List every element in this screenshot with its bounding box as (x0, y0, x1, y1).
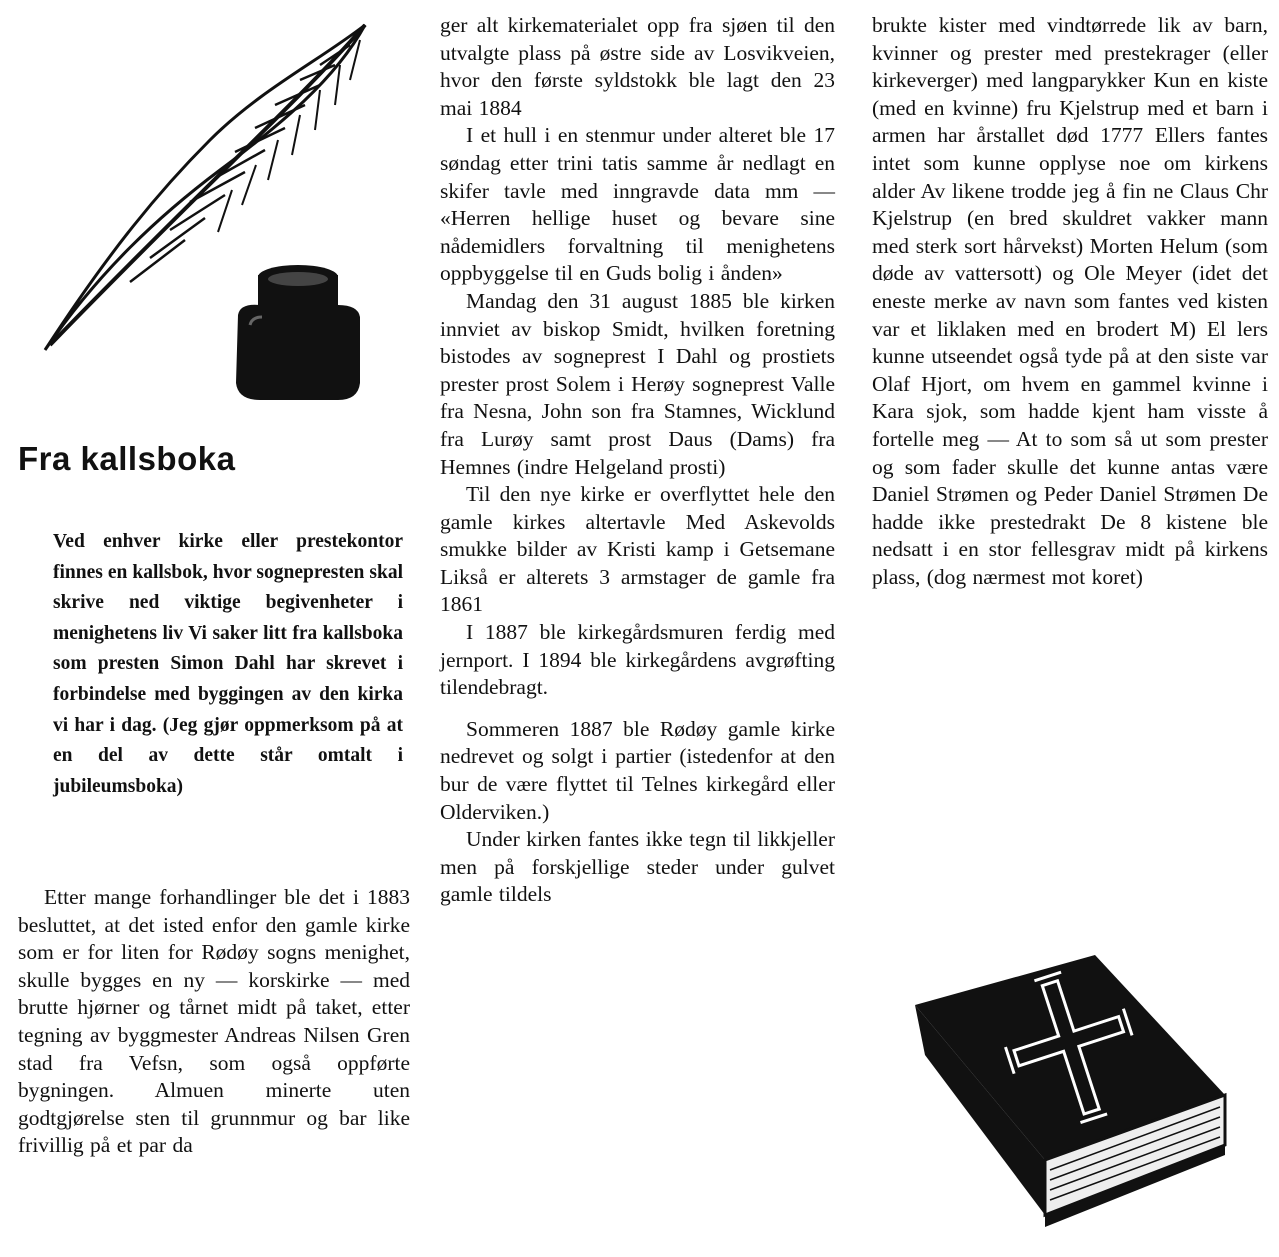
paragraph: ger alt kirkematerialet opp fra sjøen til den utvalgte plass på østre side av Losvikveien, hvor den første syldstokk ble lagt den 23 mai 1884 (440, 13, 835, 120)
article-title: Fra kallsboka (18, 440, 236, 477)
paragraph: I 1887 ble kirkegårdsmuren ferdig med jernport. I 1894 ble kirkegårdens avgrøfting tilendebragt. (440, 620, 835, 700)
column-1-body (18, 884, 410, 1160)
article-intro: Ved enhver kirke eller prestekontor finnes en kallsbok, hvor sognepresten skal skrive ned viktige begivenheter i menighetens liv Vi saker litt fra kallsboka som presten Simon Dahl har skrevet i forbindelse med byggingen av den kirka vi har i dag. (Jeg gjør oppmerksom på at en del av dette står omtalt i jubileumsboka) (53, 531, 403, 797)
paragraph: Mandag den 31 august 1885 ble kirken innviet av biskop Smidt, hvilken foretning bistodes av sogneprest I Dahl og prostiets prester prost Solem i Herøy sogneprest Valle fra Nesna, John son fra Stamnes, Wicklund fra Lurøy samt prost Daus (Dams) fra Hemnes (indre Helgeland prosti) (440, 288, 835, 479)
paragraph: I et hull i en stenmur under alteret ble 17 søndag etter trini tatis samme år nedlagt en skifer tavle med inngravde data mm — «Herren hellige huset og bevare sine nådemidlers forvaltning til menighetens oppbyggelse til en Guds bolig i ånden» (440, 123, 835, 286)
column-3 (872, 12, 1268, 591)
column-2 (440, 12, 835, 909)
inkwell-icon (220, 255, 370, 405)
paragraph: Etter mange forhandlinger ble det i 1883 besluttet, at det isted enfor den gamle kirke som er for liten for Rødøy sogns menighet, skulle bygges en ny — korskirke — med brutte hjørner og tårnet midt på taket, etter tegning av byggmester Andreas Nilsen Gren stad fra Vefsn, som også oppførte bygningen. Almuen minerte uten godtgjørelse sten til grunnmur og bar like frivillig på et par da (18, 885, 410, 1158)
bible-cross-icon (895, 945, 1245, 1245)
paragraph: brukte kister med vindtørrede lik av barn, kvinner og prester med prestekrager (eller kirkeverger) med langparykker Kun en kiste (med en kvinne) fru Kjelstrup med et barn i armen har årstallet død 1777 Ellers fantes intet som kunne opplyse noe om kirkens alder Av likene trodde jeg å fin ne Claus Chr Kjelstrup (en bred skuldret vakker mann med sterk sort hårvekst) Morten Helum (som døde av vattersott) og Ole Meyer (idet det eneste merke av navn som fantes ved kisten var et liklaken med en brodert M) El lers kunne utseendet også tyde på at den siste var Olaf Hjort, om hvem en gammel kvinne i Kara sjok, som hadde kjent ham visste å fortelle meg — At to som så ut som prester og som fader skulle det kunne antas være Daniel Strømen og Peder Daniel Strømen De hadde ikke prestedrakt De 8 kistene ble nedsatt i en stor fellesgrav midt på kirkens plass, (dog nærmest mot koret) (872, 13, 1268, 589)
paragraph: Til den nye kirke er overflyttet hele den gamle kirkes altertavle Med Askevolds smukke bilder av Kristi kamp i Getsemane Likså er alterets 3 armstager de gamle fra 1861 (440, 482, 835, 617)
paragraph: Under kirken fantes ikke tegn til likkjeller men på forskjellige steder under gulvet gamle tildels (440, 827, 835, 907)
paragraph: Sommeren 1887 ble Rødøy gamle kirke nedrevet og solgt i partier (istedenfor at den bur de være flyttet til Telnes kirkegård eller Olderviken.) (440, 716, 835, 824)
